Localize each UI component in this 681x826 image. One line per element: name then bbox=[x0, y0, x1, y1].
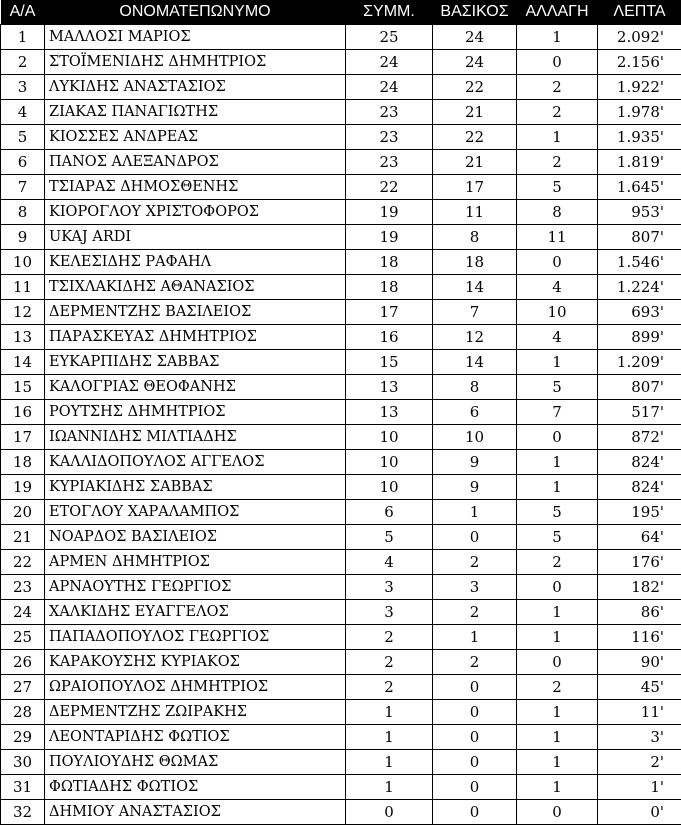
cell-starts: 24 bbox=[433, 49, 517, 74]
cell-aa: 2 bbox=[1, 49, 45, 74]
cell-player-name: ΚΑΛΟΓΡΙΑΣ ΘΕΟΦΑΝΗΣ bbox=[45, 374, 346, 399]
cell-player-name: ΠΑΡΑΣΚΕΥΑΣ ΔΗΜΗΤΡΙΟΣ bbox=[45, 324, 346, 349]
cell-appearances: 3 bbox=[346, 574, 433, 599]
cell-minutes: 824' bbox=[598, 474, 681, 499]
cell-appearances: 24 bbox=[346, 49, 433, 74]
cell-substitutions: 11 bbox=[517, 224, 598, 249]
cell-starts: 14 bbox=[433, 349, 517, 374]
cell-player-name: ΚΥΡΙΑΚΙΔΗΣ ΣΑΒΒΑΣ bbox=[45, 474, 346, 499]
cell-player-name: ΜΑΛΛΟΣΙ ΜΑΡΙΟΣ bbox=[45, 24, 346, 49]
table-row bbox=[1, 224, 681, 249]
cell-starts: 8 bbox=[433, 374, 517, 399]
cell-aa: 16 bbox=[1, 399, 45, 424]
cell-substitutions: 8 bbox=[517, 199, 598, 224]
cell-appearances: 16 bbox=[346, 324, 433, 349]
table-row bbox=[1, 749, 681, 774]
cell-starts: 21 bbox=[433, 99, 517, 124]
cell-aa: 20 bbox=[1, 499, 45, 524]
cell-minutes: 2.156' bbox=[598, 49, 681, 74]
cell-appearances: 23 bbox=[346, 99, 433, 124]
cell-substitutions: 2 bbox=[517, 149, 598, 174]
cell-appearances: 2 bbox=[346, 624, 433, 649]
cell-substitutions: 4 bbox=[517, 324, 598, 349]
cell-starts: 22 bbox=[433, 74, 517, 99]
cell-player-name: ΕΥΚΑΡΠΙΔΗΣ ΣΑΒΒΑΣ bbox=[45, 349, 346, 374]
cell-player-name: ΑΡΝΑΟΥΤΗΣ ΓΕΩΡΓΙΟΣ bbox=[45, 574, 346, 599]
cell-player-name: ΔΕΡΜΕΝΤΖΗΣ ΖΩΙΡΑΚΗΣ bbox=[45, 699, 346, 724]
cell-aa: 23 bbox=[1, 574, 45, 599]
cell-minutes: 1.546' bbox=[598, 249, 681, 274]
header-substitutions: ΑΛΛΑΓΗ bbox=[525, 2, 589, 20]
cell-aa: 17 bbox=[1, 424, 45, 449]
cell-starts: 3 bbox=[433, 574, 517, 599]
cell-starts: 9 bbox=[433, 449, 517, 474]
cell-starts: 6 bbox=[433, 399, 517, 424]
cell-substitutions: 5 bbox=[517, 174, 598, 199]
cell-minutes: 824' bbox=[598, 449, 681, 474]
cell-starts: 14 bbox=[433, 274, 517, 299]
cell-aa: 1 bbox=[1, 24, 45, 49]
cell-substitutions: 4 bbox=[517, 274, 598, 299]
table-header bbox=[1, 0, 681, 24]
cell-appearances: 23 bbox=[346, 124, 433, 149]
cell-starts: 12 bbox=[433, 324, 517, 349]
cell-appearances: 22 bbox=[346, 174, 433, 199]
cell-minutes: 2.092' bbox=[598, 24, 681, 49]
cell-starts: 0 bbox=[433, 524, 517, 549]
cell-starts: 21 bbox=[433, 149, 517, 174]
cell-minutes: 1.922' bbox=[598, 74, 681, 99]
cell-minutes: 693' bbox=[598, 299, 681, 324]
table-row bbox=[1, 324, 681, 349]
header-minutes: ΛΕΠΤΑ bbox=[613, 2, 666, 20]
cell-substitutions: 0 bbox=[517, 49, 598, 74]
cell-aa: 31 bbox=[1, 774, 45, 799]
cell-aa: 9 bbox=[1, 224, 45, 249]
table-row bbox=[1, 549, 681, 574]
cell-player-name: ΚΑΡΑΚΟΥΣΗΣ ΚΥΡΙΑΚΟΣ bbox=[45, 649, 346, 674]
cell-starts: 0 bbox=[433, 749, 517, 774]
cell-player-name: ΚΕΛΕΣΙΔΗΣ ΡΑΦΑΗΛ bbox=[45, 249, 346, 274]
table-row bbox=[1, 74, 681, 99]
cell-minutes: 195' bbox=[598, 499, 681, 524]
cell-player-name: ΚΑΛΛΙΔΟΠΟΥΛΟΣ ΑΓΓΕΛΟΣ bbox=[45, 449, 346, 474]
header-starts: ΒΑΣΙΚΟΣ bbox=[440, 2, 509, 20]
cell-starts: 1 bbox=[433, 624, 517, 649]
cell-substitutions: 1 bbox=[517, 124, 598, 149]
cell-aa: 8 bbox=[1, 199, 45, 224]
cell-substitutions: 2 bbox=[517, 99, 598, 124]
table-row bbox=[1, 199, 681, 224]
cell-starts: 18 bbox=[433, 249, 517, 274]
cell-player-name: ΠΑΠΑΔΟΠΟΥΛΟΣ ΓΕΩΡΓΙΟΣ bbox=[45, 624, 346, 649]
cell-aa: 10 bbox=[1, 249, 45, 274]
cell-substitutions: 2 bbox=[517, 674, 598, 699]
cell-minutes: 90' bbox=[598, 649, 681, 674]
cell-player-name: ΔΕΡΜΕΝΤΖΗΣ ΒΑΣΙΛΕΙΟΣ bbox=[45, 299, 346, 324]
cell-substitutions: 0 bbox=[517, 249, 598, 274]
cell-minutes: 64' bbox=[598, 524, 681, 549]
cell-appearances: 15 bbox=[346, 349, 433, 374]
cell-substitutions: 10 bbox=[517, 299, 598, 324]
table-row bbox=[1, 599, 681, 624]
cell-starts: 2 bbox=[433, 549, 517, 574]
cell-minutes: 2' bbox=[598, 749, 681, 774]
cell-starts: 0 bbox=[433, 799, 517, 824]
table-row bbox=[1, 674, 681, 699]
cell-substitutions: 1 bbox=[517, 774, 598, 799]
cell-appearances: 10 bbox=[346, 449, 433, 474]
cell-starts: 24 bbox=[433, 24, 517, 49]
cell-minutes: 899' bbox=[598, 324, 681, 349]
cell-aa: 32 bbox=[1, 799, 45, 824]
cell-appearances: 18 bbox=[346, 249, 433, 274]
cell-appearances: 19 bbox=[346, 199, 433, 224]
cell-minutes: 517' bbox=[598, 399, 681, 424]
header-name: ΟΝΟΜΑΤΕΠΩΝΥΜΟ bbox=[119, 2, 271, 20]
cell-player-name: ΧΑΛΚΙΔΗΣ ΕΥΑΓΓΕΛΟΣ bbox=[45, 599, 346, 624]
cell-player-name: ΦΩΤΙΑΔΗΣ ΦΩΤΙΟΣ bbox=[45, 774, 346, 799]
cell-minutes: 0' bbox=[598, 799, 681, 824]
cell-substitutions: 1 bbox=[517, 24, 598, 49]
cell-player-name: ΙΩΑΝΝΙΔΗΣ ΜΙΛΤΙΑΔΗΣ bbox=[45, 424, 346, 449]
cell-starts: 10 bbox=[433, 424, 517, 449]
table-row bbox=[1, 449, 681, 474]
table-body bbox=[1, 24, 681, 824]
cell-appearances: 1 bbox=[346, 724, 433, 749]
cell-starts: 22 bbox=[433, 124, 517, 149]
table-row bbox=[1, 624, 681, 649]
cell-substitutions: 0 bbox=[517, 424, 598, 449]
cell-aa: 14 bbox=[1, 349, 45, 374]
cell-appearances: 2 bbox=[346, 674, 433, 699]
cell-player-name: ΤΣΙΑΡΑΣ ΔΗΜΟΣΘΕΝΗΣ bbox=[45, 174, 346, 199]
cell-starts: 2 bbox=[433, 599, 517, 624]
cell-aa: 19 bbox=[1, 474, 45, 499]
cell-starts: 0 bbox=[433, 724, 517, 749]
table-row bbox=[1, 149, 681, 174]
cell-starts: 17 bbox=[433, 174, 517, 199]
table-row bbox=[1, 699, 681, 724]
cell-appearances: 5 bbox=[346, 524, 433, 549]
table-row bbox=[1, 124, 681, 149]
cell-appearances: 23 bbox=[346, 149, 433, 174]
table-row bbox=[1, 249, 681, 274]
table-row bbox=[1, 49, 681, 74]
cell-substitutions: 1 bbox=[517, 624, 598, 649]
cell-minutes: 86' bbox=[598, 599, 681, 624]
cell-minutes: 1.935' bbox=[598, 124, 681, 149]
cell-player-name: ΠΟΥΛΙΟΥΔΗΣ ΘΩΜΑΣ bbox=[45, 749, 346, 774]
cell-starts: 1 bbox=[433, 499, 517, 524]
cell-aa: 24 bbox=[1, 599, 45, 624]
cell-player-name: ΖΙΑΚΑΣ ΠΑΝΑΓΙΩΤΗΣ bbox=[45, 99, 346, 124]
cell-aa: 6 bbox=[1, 149, 45, 174]
cell-appearances: 3 bbox=[346, 599, 433, 624]
cell-appearances: 0 bbox=[346, 799, 433, 824]
header-aa: Α/Α bbox=[9, 2, 36, 20]
cell-player-name: ΤΣΙΧΛΑΚΙΔΗΣ ΑΘΑΝΑΣΙΟΣ bbox=[45, 274, 346, 299]
cell-minutes: 1.978' bbox=[598, 99, 681, 124]
table-row bbox=[1, 799, 681, 824]
cell-starts: 2 bbox=[433, 649, 517, 674]
cell-aa: 13 bbox=[1, 324, 45, 349]
cell-starts: 11 bbox=[433, 199, 517, 224]
cell-minutes: 1' bbox=[598, 774, 681, 799]
table-row bbox=[1, 174, 681, 199]
cell-appearances: 13 bbox=[346, 374, 433, 399]
cell-substitutions: 5 bbox=[517, 374, 598, 399]
cell-substitutions: 1 bbox=[517, 599, 598, 624]
cell-substitutions: 0 bbox=[517, 649, 598, 674]
cell-minutes: 45' bbox=[598, 674, 681, 699]
cell-appearances: 18 bbox=[346, 274, 433, 299]
table-row bbox=[1, 499, 681, 524]
cell-player-name: ΚΙΟΣΣΕΣ ΑΝΔΡΕΑΣ bbox=[45, 124, 346, 149]
cell-minutes: 176' bbox=[598, 549, 681, 574]
cell-aa: 21 bbox=[1, 524, 45, 549]
table-row bbox=[1, 399, 681, 424]
cell-substitutions: 2 bbox=[517, 549, 598, 574]
cell-substitutions: 1 bbox=[517, 474, 598, 499]
cell-player-name: ΕΤΟΓΛΟΥ ΧΑΡΑΛΑΜΠΟΣ bbox=[45, 499, 346, 524]
cell-appearances: 17 bbox=[346, 299, 433, 324]
table-row bbox=[1, 424, 681, 449]
cell-aa: 12 bbox=[1, 299, 45, 324]
cell-starts: 0 bbox=[433, 774, 517, 799]
cell-substitutions: 1 bbox=[517, 449, 598, 474]
table-row bbox=[1, 299, 681, 324]
cell-appearances: 25 bbox=[346, 24, 433, 49]
cell-appearances: 1 bbox=[346, 774, 433, 799]
table-row bbox=[1, 99, 681, 124]
table-row bbox=[1, 524, 681, 549]
cell-substitutions: 1 bbox=[517, 349, 598, 374]
cell-player-name: ΡΟΥΤΣΗΣ ΔΗΜΗΤΡΙΟΣ bbox=[45, 399, 346, 424]
header-appearances: ΣΥΜΜ. bbox=[363, 2, 415, 20]
cell-minutes: 182' bbox=[598, 574, 681, 599]
cell-appearances: 13 bbox=[346, 399, 433, 424]
table-row bbox=[1, 774, 681, 799]
cell-substitutions: 7 bbox=[517, 399, 598, 424]
cell-aa: 11 bbox=[1, 274, 45, 299]
cell-substitutions: 1 bbox=[517, 724, 598, 749]
cell-player-name: ΑΡΜΕΝ ΔΗΜΗΤΡΙΟΣ bbox=[45, 549, 346, 574]
cell-player-name: ΛΥΚΙΔΗΣ ΑΝΑΣΤΑΣΙΟΣ bbox=[45, 74, 346, 99]
cell-minutes: 953' bbox=[598, 199, 681, 224]
table-row bbox=[1, 274, 681, 299]
cell-aa: 30 bbox=[1, 749, 45, 774]
cell-minutes: 3' bbox=[598, 724, 681, 749]
cell-appearances: 19 bbox=[346, 224, 433, 249]
cell-aa: 28 bbox=[1, 699, 45, 724]
cell-minutes: 1.224' bbox=[598, 274, 681, 299]
cell-appearances: 24 bbox=[346, 74, 433, 99]
cell-minutes: 1.819' bbox=[598, 149, 681, 174]
cell-appearances: 1 bbox=[346, 699, 433, 724]
cell-substitutions: 5 bbox=[517, 524, 598, 549]
table-row bbox=[1, 649, 681, 674]
cell-substitutions: 0 bbox=[517, 799, 598, 824]
table-row bbox=[1, 574, 681, 599]
cell-appearances: 10 bbox=[346, 424, 433, 449]
table-row bbox=[1, 724, 681, 749]
cell-player-name: UKAJ ARDI bbox=[45, 224, 346, 249]
cell-minutes: 11' bbox=[598, 699, 681, 724]
cell-substitutions: 1 bbox=[517, 699, 598, 724]
cell-substitutions: 0 bbox=[517, 574, 598, 599]
cell-starts: 7 bbox=[433, 299, 517, 324]
table-row bbox=[1, 474, 681, 499]
cell-player-name: ΩΡΑΙΟΠΟΥΛΟΣ ΔΗΜΗΤΡΙΟΣ bbox=[45, 674, 346, 699]
cell-minutes: 807' bbox=[598, 224, 681, 249]
cell-aa: 25 bbox=[1, 624, 45, 649]
table-row bbox=[1, 349, 681, 374]
cell-substitutions: 5 bbox=[517, 499, 598, 524]
cell-starts: 0 bbox=[433, 674, 517, 699]
header-row bbox=[1, 0, 681, 24]
cell-substitutions: 1 bbox=[517, 749, 598, 774]
cell-player-name: ΣΤΟΪΜΕΝΙΔΗΣ ΔΗΜΗΤΡΙΟΣ bbox=[45, 49, 346, 74]
cell-appearances: 10 bbox=[346, 474, 433, 499]
cell-aa: 22 bbox=[1, 549, 45, 574]
cell-aa: 15 bbox=[1, 374, 45, 399]
cell-player-name: ΠΑΝΟΣ ΑΛΕΞΑΝΔΡΟΣ bbox=[45, 149, 346, 174]
cell-starts: 0 bbox=[433, 699, 517, 724]
cell-player-name: ΛΕΟΝΤΑΡΙΔΗΣ ΦΩΤΙΟΣ bbox=[45, 724, 346, 749]
cell-minutes: 1.645' bbox=[598, 174, 681, 199]
cell-aa: 29 bbox=[1, 724, 45, 749]
cell-aa: 4 bbox=[1, 99, 45, 124]
cell-minutes: 1.209' bbox=[598, 349, 681, 374]
cell-minutes: 807' bbox=[598, 374, 681, 399]
cell-starts: 9 bbox=[433, 474, 517, 499]
cell-appearances: 2 bbox=[346, 649, 433, 674]
cell-aa: 26 bbox=[1, 649, 45, 674]
cell-starts: 8 bbox=[433, 224, 517, 249]
cell-player-name: ΚΙΟΡΟΓΛΟΥ ΧΡΙΣΤΟΦΟΡΟΣ bbox=[45, 199, 346, 224]
cell-minutes: 116' bbox=[598, 624, 681, 649]
table-row bbox=[1, 24, 681, 49]
cell-aa: 18 bbox=[1, 449, 45, 474]
cell-aa: 7 bbox=[1, 174, 45, 199]
cell-appearances: 1 bbox=[346, 749, 433, 774]
cell-appearances: 4 bbox=[346, 549, 433, 574]
cell-aa: 3 bbox=[1, 74, 45, 99]
cell-appearances: 6 bbox=[346, 499, 433, 524]
cell-player-name: ΔΗΜΙΟΥ ΑΝΑΣΤΑΣΙΟΣ bbox=[45, 799, 346, 824]
cell-aa: 27 bbox=[1, 674, 45, 699]
cell-player-name: ΝΟΑΡΔΟΣ ΒΑΣΙΛΕΙΟΣ bbox=[45, 524, 346, 549]
cell-substitutions: 2 bbox=[517, 74, 598, 99]
cell-aa: 5 bbox=[1, 124, 45, 149]
table-row bbox=[1, 374, 681, 399]
cell-minutes: 872' bbox=[598, 424, 681, 449]
